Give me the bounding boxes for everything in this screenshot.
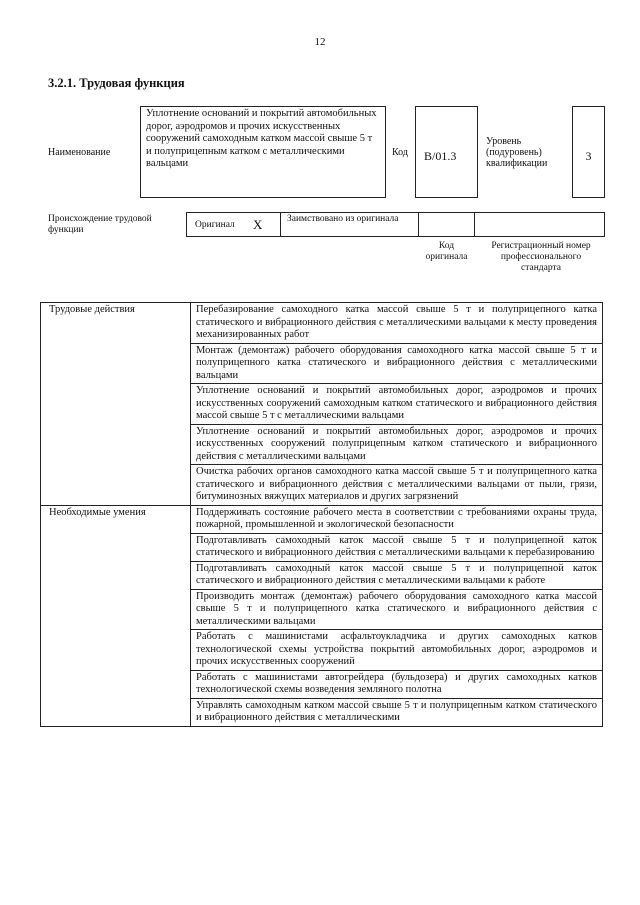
origin-original-cell — [186, 212, 281, 237]
original-label: Оригинал — [195, 220, 235, 230]
section-heading: Необходимые умения — [41, 505, 191, 726]
page-number: 12 — [314, 36, 326, 48]
borrowed-label: Заимствовано из оригинала — [287, 214, 399, 224]
origin-reg-cell — [474, 212, 605, 237]
table-row — [41, 303, 603, 344]
section-title: 3.2.1. Трудовая функция — [48, 76, 185, 90]
code-label: Код — [392, 147, 408, 158]
function-details-table — [40, 302, 603, 727]
list-item: Подготавливать самоходный каток массой свыше 5 т и полуприцепной каток статического и вибрационного действия с металлическими вальцами к перебазированию — [191, 533, 603, 561]
list-item: Управлять самоходным катком массой свыше 5 т и полуприцепным катком статического и вибрационного действия с металлическими — [191, 698, 603, 726]
level-value-box: 3 — [572, 106, 605, 198]
level-label: Уровень (подуровень) квалификации — [486, 136, 548, 169]
reg-caption: Регистрационный номер профессионального стандарта — [491, 241, 591, 273]
list-item: Очистка рабочих органов самоходного катка массой свыше 5 т и полуприцепного катка статического и вибрационного действия с металлическими вальцами от пыли, грязи, битуминозных вяжущих материалов и других загрязнений — [191, 465, 603, 506]
section-heading: Трудовые действия — [41, 303, 191, 506]
list-item: Подготавливать самоходный каток массой свыше 5 т и полуприцепной каток статического и вибрационного действия с металлическими вальцами к работе — [191, 561, 603, 589]
origin-code-cell — [418, 212, 475, 237]
list-item: Уплотнение оснований и покрытий автомобильных дорог, аэродромов и прочих искусственных сооружений самоходным катком статического и вибрационного действия массой свыше 5 т с металлическими вальцами — [191, 384, 603, 425]
list-item: Перебазирование самоходного катка массой свыше 5 т и полуприцепного катка статического и вибрационного действия с металлическими вальцами к месту проведения механизированных работ — [191, 303, 603, 344]
list-item: Работать с машинистами автогрейдера (бульдозера) и других самоходных катков технологической схемы возведения земляного полотна — [191, 670, 603, 698]
list-item: Поддерживать состояние рабочего места в соответствии с требованиями охраны труда, пожарной, промышленной и экологической безопасности — [191, 505, 603, 533]
code-caption: Код оригинала — [425, 241, 468, 262]
original-mark: X — [253, 217, 263, 232]
name-label: Наименование — [48, 147, 111, 158]
origin-label: Происхождение трудовой функции — [48, 214, 152, 235]
list-item: Работать с машинистами асфальтоукладчика и других самоходных катков технологической схемы устройства покрытий автомобильных дорог, аэродромов и прочих искусственных сооружений — [191, 630, 603, 671]
list-item: Монтаж (демонтаж) рабочего оборудования самоходного катка массой свыше 5 т и полуприцепного катка статического и вибрационного действия с металлическими вальцами — [191, 343, 603, 384]
list-item: Производить монтаж (демонтаж) рабочего оборудования самоходного катка массой свыше 5 т и полуприцепного катка статического и вибрационного действия с металлическими вальцами — [191, 589, 603, 630]
function-name-box: Уплотнение оснований и покрытий автомобильных дорог, аэродромов и прочих искусственных сооружений самоходным катком массой свыше 5 т и полуприцепным катком с металлическими вальцами — [140, 106, 386, 198]
origin-borrowed-cell — [280, 212, 419, 237]
function-code-box: B/01.3 — [415, 106, 478, 198]
table-row — [41, 505, 603, 533]
list-item: Уплотнение оснований и покрытий автомобильных дорог, аэродромов и прочих искусственных сооружений полуприцепным катком статического и вибрационного действия с металлическими вальцами — [191, 424, 603, 465]
